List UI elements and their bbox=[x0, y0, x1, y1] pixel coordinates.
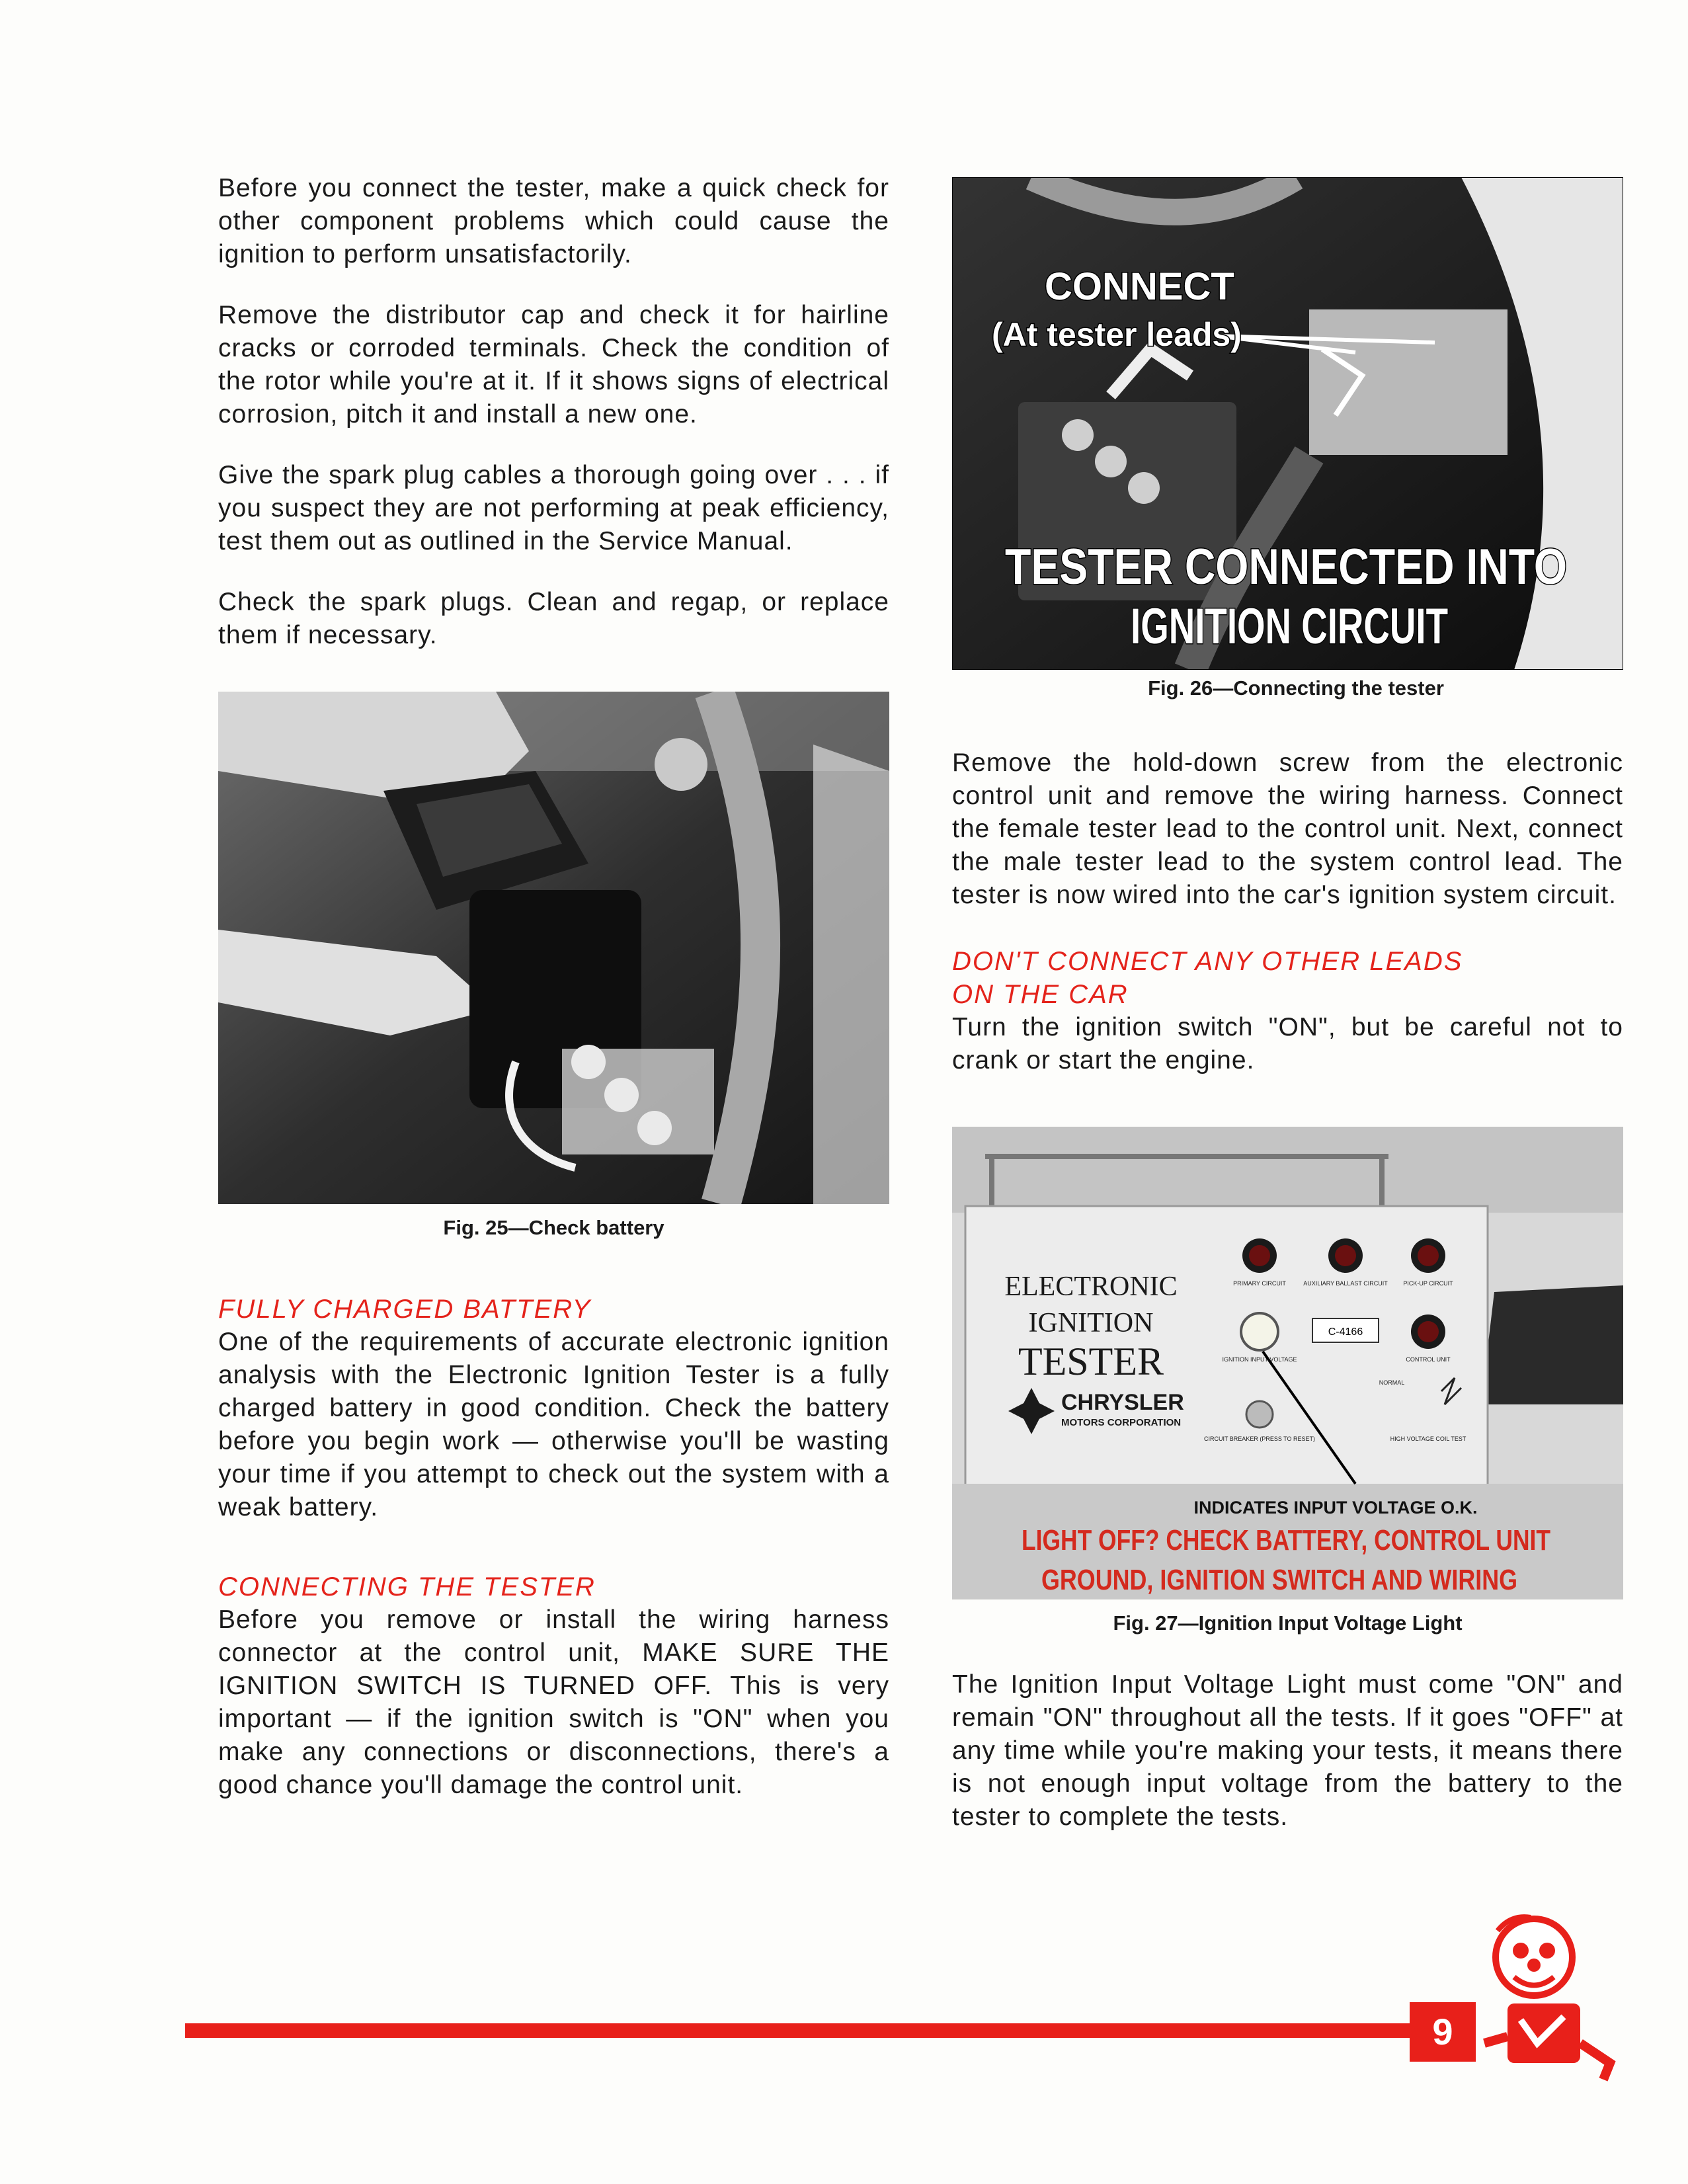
auxiliary-ballast-label: AUXILIARY BALLAST CIRCUIT bbox=[1303, 1280, 1388, 1287]
mascot-icon bbox=[1471, 1911, 1630, 2086]
fig27-photo bbox=[952, 1127, 1623, 1599]
left-column bbox=[218, 172, 889, 1830]
connecting-heading: CONNECTING THE TESTER bbox=[218, 1572, 596, 1601]
battery-photo-image bbox=[218, 692, 889, 1204]
connecting-paragraph: Before you remove or install the wiring harness connector at the control unit, MAKE SURE THE IGNITION SWITCH IS TURNED OFF. This is very important — if the ignition switch is "ON" when you make any connections or disconnections, there's a good chance you'll damage the control unit. bbox=[218, 1605, 889, 1799]
chrysler-brand-sub: MOTORS CORPORATION bbox=[1061, 1417, 1182, 1428]
fig26-photo bbox=[952, 177, 1623, 670]
warning-line-1: LIGHT OFF? CHECK BATTERY, CONTROL UNIT bbox=[1022, 1524, 1551, 1557]
tester-title-ignition: IGNITION bbox=[1028, 1308, 1154, 1338]
battery-heading: FULLY CHARGED BATTERY bbox=[218, 1295, 592, 1324]
at-tester-leads-label: (At tester leads) bbox=[992, 316, 1242, 353]
voltage-light-paragraph: The Ignition Input Voltage Light must come "ON" and remain "ON" throughout all the tests. If it goes "OFF" at any time while you're making your tests, it means there is not enough input voltage from the battery to the tester to complete the tests. bbox=[952, 1670, 1623, 1831]
coil-test-label: HIGH VOLTAGE COIL TEST bbox=[1390, 1436, 1467, 1442]
tester-title-electronic: ELECTRONIC bbox=[1004, 1272, 1178, 1302]
remove-screw-paragraph: Remove the hold-down screw from the electronic control unit and remove the wiring harness. Connect the female tester lead to the control unit. Next, connect the male tester lead to the system control lead. The tester is now wired into the car's ignition system circuit. bbox=[952, 748, 1623, 909]
battery-paragraph: One of the requirements of accurate electronic ignition analysis with the Electronic Ignition Tester is a fully charged battery in good condition. Check the battery before you begin work — otherwise you'll be wasting your time if you attempt to check out the system with a weak battery. bbox=[218, 1328, 889, 1521]
page-number: 9 bbox=[1410, 2002, 1476, 2062]
primary-circuit-label: PRIMARY CIRCUIT bbox=[1233, 1280, 1286, 1287]
tester-connected-label: TESTER CONNECTED INTO bbox=[1005, 539, 1567, 595]
tester-panel-photo bbox=[952, 1127, 1623, 1599]
footer-rule bbox=[185, 2023, 1415, 2038]
spark-cables-paragraph: Give the spark plug cables a thorough going over . . . if you suspect they are not performing at peak efficiency, test them out as outlined in the Service Manual. bbox=[218, 461, 889, 555]
circuit-breaker-label: CIRCUIT BREAKER (PRESS TO RESET) bbox=[1203, 1436, 1316, 1442]
fig25-photo bbox=[218, 692, 889, 1204]
fig25-caption: Fig. 25—Check battery bbox=[443, 1216, 664, 1239]
normal-label: NORMAL bbox=[1379, 1379, 1405, 1386]
turn-switch-paragraph: Turn the ignition switch "ON", but be careful not to crank or start the engine. bbox=[952, 1013, 1623, 1074]
pickup-circuit-label: PICK-UP CIRCUIT bbox=[1403, 1280, 1453, 1287]
fig27-caption: Fig. 27—Ignition Input Voltage Light bbox=[1113, 1611, 1463, 1635]
warning-line-2: GROUND, IGNITION SWITCH AND WIRING bbox=[1041, 1564, 1517, 1596]
dont-connect-heading-1: DON'T CONNECT ANY OTHER LEADS bbox=[952, 947, 1463, 976]
tester-connected-photo bbox=[952, 177, 1623, 670]
dont-connect-heading-2: ON THE CAR bbox=[952, 980, 1129, 1009]
model-number-label: C-4166 bbox=[1328, 1326, 1363, 1338]
spark-plugs-paragraph: Check the spark plugs. Clean and regap, or replace them if necessary. bbox=[218, 588, 889, 649]
intro-paragraph: Before you connect the tester, make a quick check for other component problems which could cause the ignition to perform unsatisfactorily. bbox=[218, 174, 889, 268]
ignition-circuit-label: IGNITION CIRCUIT bbox=[1131, 598, 1448, 655]
tester-title-tester: TESTER bbox=[1018, 1340, 1164, 1383]
right-column bbox=[952, 177, 1623, 1861]
connect-label: CONNECT bbox=[1045, 265, 1234, 308]
chrysler-brand: CHRYSLER bbox=[1061, 1390, 1184, 1415]
control-unit-label: CONTROL UNIT bbox=[1406, 1356, 1451, 1363]
distributor-paragraph: Remove the distributor cap and check it for hairline cracks or corroded terminals. Check the condition of the rotor while you're at it. If it shows signs of electrical corrosion, pitch it and install a new one. bbox=[218, 301, 889, 428]
indicates-voltage-ok: INDICATES INPUT VOLTAGE O.K. bbox=[1193, 1498, 1478, 1517]
fig26-caption: Fig. 26—Connecting the tester bbox=[1148, 676, 1444, 700]
ignition-input-voltage-label: IGNITION INPUT VOLTAGE bbox=[1222, 1356, 1297, 1363]
